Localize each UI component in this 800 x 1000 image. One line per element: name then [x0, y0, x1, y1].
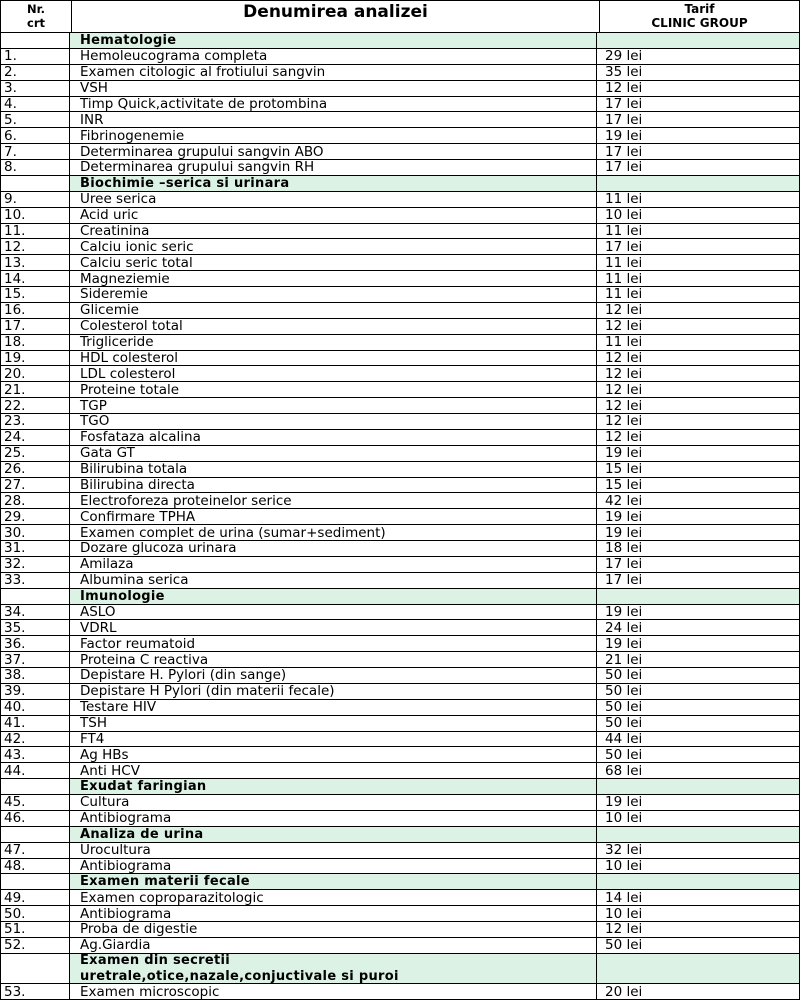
row-number: 27. [0, 478, 70, 493]
price: 12 lei [597, 303, 800, 318]
section-row [0, 827, 800, 843]
price: 17 lei [597, 112, 800, 127]
row-number: 53. [0, 984, 70, 999]
price: 15 lei [597, 478, 800, 493]
table-row [0, 478, 800, 494]
row-number: 38. [0, 668, 70, 683]
price [597, 779, 800, 794]
table-row [0, 700, 800, 716]
row-number: 29. [0, 509, 70, 524]
table-row [0, 462, 800, 478]
header-nr-line2: crt [27, 16, 45, 30]
section-title [70, 954, 597, 984]
row-number: 7. [0, 144, 70, 159]
analysis-name: Determinarea grupului sangvin ABO [70, 144, 597, 159]
price: 10 lei [597, 208, 800, 223]
table-row [0, 509, 800, 525]
row-number: 42. [0, 732, 70, 747]
table-row [0, 668, 800, 684]
row-number: 4. [0, 97, 70, 112]
section-title-line2: uretrale,otice,nazale,conjuctivale si puroi [80, 968, 399, 984]
price: 21 lei [597, 652, 800, 667]
section-row [0, 176, 800, 192]
row-number [0, 954, 70, 984]
analysis-name: TSH [70, 716, 597, 731]
table-row [0, 271, 800, 287]
row-number [0, 176, 70, 191]
analysis-name: Colesterol total [70, 319, 597, 334]
table-row [0, 620, 800, 636]
price: 19 lei [597, 636, 800, 651]
analysis-name: Timp Quick,activitate de protombina [70, 97, 597, 112]
row-number: 21. [0, 382, 70, 397]
analysis-name: HDL colesterol [70, 351, 597, 366]
header-price-line1: Tarif [684, 2, 715, 16]
price: 17 lei [597, 97, 800, 112]
row-number: 11. [0, 224, 70, 239]
table-row [0, 239, 800, 255]
analysis-name: Cultura [70, 795, 597, 810]
price [597, 589, 800, 604]
table-row [0, 636, 800, 652]
analysis-name: Depistare H Pylori (din materii fecale) [70, 684, 597, 699]
price: 11 lei [597, 335, 800, 350]
price: 19 lei [597, 605, 800, 620]
price: 17 lei [597, 557, 800, 572]
row-number: 37. [0, 652, 70, 667]
row-number: 9. [0, 192, 70, 207]
table-row [0, 716, 800, 732]
row-number: 31. [0, 541, 70, 556]
price: 18 lei [597, 541, 800, 556]
analysis-name: Anti HCV [70, 763, 597, 778]
price: 11 lei [597, 224, 800, 239]
analysis-name: VDRL [70, 620, 597, 635]
analysis-name: Testare HIV [70, 700, 597, 715]
analysis-name: Urocultura [70, 843, 597, 858]
table-row [0, 843, 800, 859]
row-number: 44. [0, 763, 70, 778]
price: 10 lei [597, 906, 800, 921]
row-number: 15. [0, 287, 70, 302]
row-number: 49. [0, 890, 70, 905]
price: 50 lei [597, 747, 800, 762]
section-row [0, 954, 800, 985]
section-title: Hematologie [70, 33, 597, 48]
row-number [0, 33, 70, 48]
row-number: 10. [0, 208, 70, 223]
row-number: 24. [0, 430, 70, 445]
row-number: 43. [0, 747, 70, 762]
price: 12 lei [597, 366, 800, 381]
row-number: 47. [0, 843, 70, 858]
row-number: 5. [0, 112, 70, 127]
analysis-name: Creatinina [70, 224, 597, 239]
table-row [0, 557, 800, 573]
price: 12 lei [597, 382, 800, 397]
row-number: 22. [0, 398, 70, 413]
analysis-name: Proteina C reactiva [70, 652, 597, 667]
table-row [0, 65, 800, 81]
section-title: Examen materii fecale [70, 874, 597, 889]
price: 50 lei [597, 938, 800, 953]
row-number: 2. [0, 65, 70, 80]
price: 19 lei [597, 446, 800, 461]
analysis-name: ASLO [70, 605, 597, 620]
table-row [0, 398, 800, 414]
analysis-name: Calciu seric total [70, 255, 597, 270]
price: 50 lei [597, 716, 800, 731]
table-row [0, 303, 800, 319]
price: 29 lei [597, 49, 800, 64]
price: 50 lei [597, 700, 800, 715]
section-title: Imunologie [70, 589, 597, 604]
row-number: 45. [0, 795, 70, 810]
analysis-name: Albumina serica [70, 573, 597, 588]
table-row [0, 922, 800, 938]
analysis-name: Ag HBs [70, 747, 597, 762]
price: 14 lei [597, 890, 800, 905]
table-row [0, 97, 800, 113]
table-row [0, 684, 800, 700]
table-row [0, 81, 800, 97]
price: 50 lei [597, 684, 800, 699]
header-nr [0, 1, 72, 32]
analysis-name: FT4 [70, 732, 597, 747]
price: 15 lei [597, 462, 800, 477]
row-number: 46. [0, 811, 70, 826]
header-nr-line1: Nr. [26, 2, 46, 16]
analysis-name: Ag.Giardia [70, 938, 597, 953]
analysis-name: Acid uric [70, 208, 597, 223]
row-number: 13. [0, 255, 70, 270]
price: 19 lei [597, 525, 800, 540]
row-number: 26. [0, 462, 70, 477]
price: 10 lei [597, 811, 800, 826]
section-row [0, 589, 800, 605]
row-number: 23. [0, 414, 70, 429]
row-number: 20. [0, 366, 70, 381]
analysis-name: Uree serica [70, 192, 597, 207]
table-row [0, 382, 800, 398]
section-row [0, 874, 800, 890]
analysis-name: Proteine totale [70, 382, 597, 397]
table-row [0, 446, 800, 462]
row-number: 36. [0, 636, 70, 651]
analysis-name: Dozare glucoza urinara [70, 541, 597, 556]
analysis-name: Examen coproparazitologic [70, 890, 597, 905]
analysis-name: Proba de digestie [70, 922, 597, 937]
table-row [0, 366, 800, 382]
price: 32 lei [597, 843, 800, 858]
table-row [0, 287, 800, 303]
price [597, 874, 800, 889]
price: 17 lei [597, 573, 800, 588]
row-number: 34. [0, 605, 70, 620]
table-row [0, 319, 800, 335]
row-number: 52. [0, 938, 70, 953]
price: 17 lei [597, 239, 800, 254]
row-number: 51. [0, 922, 70, 937]
row-number: 40. [0, 700, 70, 715]
row-number: 39. [0, 684, 70, 699]
analysis-name: Factor reumatoid [70, 636, 597, 651]
price: 12 lei [597, 398, 800, 413]
price: 12 lei [597, 351, 800, 366]
price: 19 lei [597, 795, 800, 810]
table-row [0, 351, 800, 367]
row-number: 8. [0, 160, 70, 175]
analysis-name: Electroforeza proteinelor serice [70, 493, 597, 508]
row-number: 14. [0, 271, 70, 286]
section-title-line1: Examen din secretii [80, 953, 231, 968]
row-number [0, 779, 70, 794]
price: 44 lei [597, 732, 800, 747]
analysis-name: Gata GT [70, 446, 597, 461]
table-row [0, 128, 800, 144]
analysis-name: Examen complet de urina (sumar+sediment) [70, 525, 597, 540]
analysis-name: Examen citologic al frotiului sangvin [70, 65, 597, 80]
price: 12 lei [597, 922, 800, 937]
table-row [0, 984, 800, 1000]
row-number: 48. [0, 859, 70, 874]
table-row [0, 938, 800, 954]
analysis-name: LDL colesterol [70, 366, 597, 381]
analysis-name: Antibiograma [70, 906, 597, 921]
price [597, 33, 800, 48]
table-row [0, 747, 800, 763]
table-row [0, 890, 800, 906]
price: 19 lei [597, 509, 800, 524]
analysis-name: Examen microscopic [70, 984, 597, 999]
table-row [0, 652, 800, 668]
table-row [0, 112, 800, 128]
table-header [0, 0, 800, 33]
analysis-name: TGP [70, 398, 597, 413]
table-row [0, 525, 800, 541]
analysis-name: Sideremie [70, 287, 597, 302]
table-row [0, 49, 800, 65]
row-number: 33. [0, 573, 70, 588]
analysis-name: Magneziemie [70, 271, 597, 286]
analysis-name: TGO [70, 414, 597, 429]
section-row [0, 779, 800, 795]
row-number: 19. [0, 351, 70, 366]
price: 12 lei [597, 319, 800, 334]
table-row [0, 541, 800, 557]
table-row [0, 255, 800, 271]
row-number [0, 589, 70, 604]
table-row [0, 795, 800, 811]
table-row [0, 763, 800, 779]
header-name: Denumirea analizei [72, 1, 600, 32]
price: 20 lei [597, 984, 800, 999]
table-row [0, 430, 800, 446]
analysis-name: Calciu ionic seric [70, 239, 597, 254]
price [597, 954, 800, 984]
table-row [0, 192, 800, 208]
row-number: 25. [0, 446, 70, 461]
section-title: Biochimie –serica si urinara [70, 176, 597, 191]
price: 12 lei [597, 414, 800, 429]
header-price-line2: CLINIC GROUP [651, 16, 748, 30]
price: 17 lei [597, 160, 800, 175]
price [597, 176, 800, 191]
analysis-name: INR [70, 112, 597, 127]
analysis-name: Depistare H. Pylori (din sange) [70, 668, 597, 683]
price [597, 827, 800, 842]
row-number [0, 874, 70, 889]
price: 11 lei [597, 287, 800, 302]
analysis-name: Bilirubina totala [70, 462, 597, 477]
price: 68 lei [597, 763, 800, 778]
table-row [0, 144, 800, 160]
row-number: 3. [0, 81, 70, 96]
price: 19 lei [597, 128, 800, 143]
price: 11 lei [597, 255, 800, 270]
row-number: 50. [0, 906, 70, 921]
row-number: 30. [0, 525, 70, 540]
price: 12 lei [597, 81, 800, 96]
row-number: 16. [0, 303, 70, 318]
table-row [0, 493, 800, 509]
table-row [0, 160, 800, 176]
row-number: 35. [0, 620, 70, 635]
section-row [0, 33, 800, 49]
analysis-name: Fibrinogenemie [70, 128, 597, 143]
analysis-name: Fosfataza alcalina [70, 430, 597, 445]
price: 10 lei [597, 859, 800, 874]
analysis-name: Antibiograma [70, 859, 597, 874]
analysis-name: VSH [70, 81, 597, 96]
table-body [0, 33, 800, 1000]
row-number: 28. [0, 493, 70, 508]
row-number: 17. [0, 319, 70, 334]
table-row [0, 573, 800, 589]
row-number [0, 827, 70, 842]
table-row [0, 906, 800, 922]
row-number: 32. [0, 557, 70, 572]
analysis-name: Hemoleucograma completa [70, 49, 597, 64]
price: 11 lei [597, 192, 800, 207]
row-number: 12. [0, 239, 70, 254]
row-number: 1. [0, 49, 70, 64]
table-row [0, 732, 800, 748]
price: 42 lei [597, 493, 800, 508]
analysis-name: Confirmare TPHA [70, 509, 597, 524]
analysis-name: Bilirubina directa [70, 478, 597, 493]
table-row [0, 859, 800, 875]
price: 17 lei [597, 144, 800, 159]
table-row [0, 335, 800, 351]
section-title: Exudat faringian [70, 779, 597, 794]
row-number: 6. [0, 128, 70, 143]
price: 12 lei [597, 430, 800, 445]
table-row [0, 208, 800, 224]
analysis-name: Determinarea grupului sangvin RH [70, 160, 597, 175]
price: 24 lei [597, 620, 800, 635]
analysis-name: Antibiograma [70, 811, 597, 826]
analysis-name: Trigliceride [70, 335, 597, 350]
price: 11 lei [597, 271, 800, 286]
analysis-name: Amilaza [70, 557, 597, 572]
analysis-name: Glicemie [70, 303, 597, 318]
price: 50 lei [597, 668, 800, 683]
table-row [0, 605, 800, 621]
row-number: 41. [0, 716, 70, 731]
table-row [0, 224, 800, 240]
row-number: 18. [0, 335, 70, 350]
table-row [0, 811, 800, 827]
header-price [600, 1, 800, 32]
section-title: Analiza de urina [70, 827, 597, 842]
price: 35 lei [597, 65, 800, 80]
table-row [0, 414, 800, 430]
